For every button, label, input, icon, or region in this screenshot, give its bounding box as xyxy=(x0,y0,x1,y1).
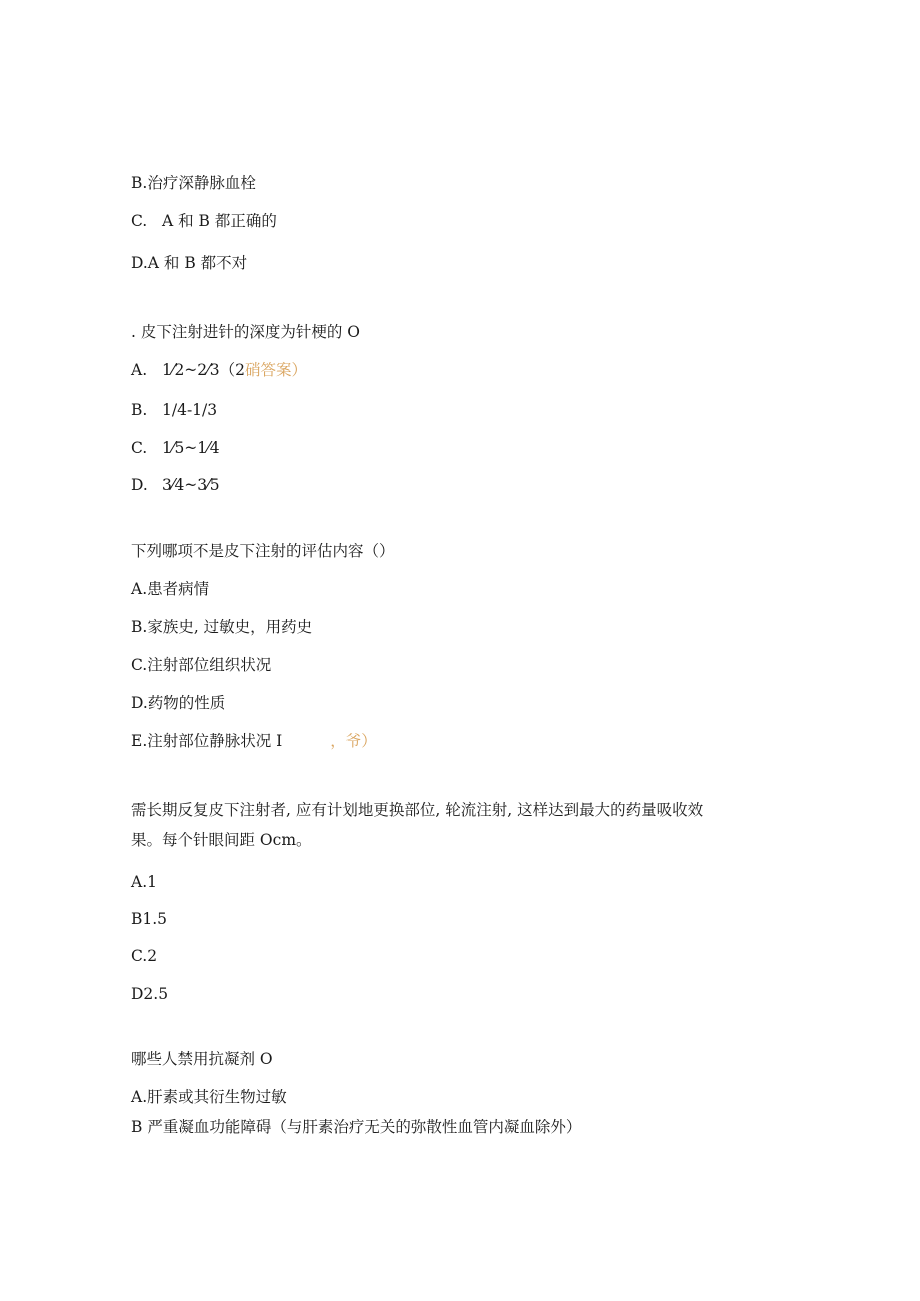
q4-option-b: B 严重凝血功能障碍（与肝素治疗无关的弥散性血管内凝血除外） xyxy=(131,1118,582,1136)
q1-option-a xyxy=(131,360,307,380)
option-text: A 和 B 都正确的 xyxy=(162,212,277,230)
q2-option-e xyxy=(131,731,377,751)
q1-option-c xyxy=(131,438,220,458)
q2-option-b: B.家族史, 过敏史，用药史 xyxy=(131,618,313,636)
q4-option-a: A.肝素或其衍生物过敏 xyxy=(131,1088,287,1106)
option-letter: B. xyxy=(131,401,148,419)
answer-hint: ，爷） xyxy=(330,732,377,750)
option-text: 1⁄5~1⁄4 xyxy=(162,439,220,457)
option-c-prev xyxy=(131,211,277,231)
option-text: E.注射部位静脉状况 I xyxy=(131,732,283,750)
question-stem-rotation-line1: 需长期反复皮下注射者, 应有计划地更换部位, 轮流注射, 这样达到最大的药量吸收效 xyxy=(131,801,704,819)
q3-option-d: D2.5 xyxy=(131,985,169,1003)
option-text: 1/4-1/3 xyxy=(162,401,218,419)
option-letter: D. xyxy=(131,476,148,494)
q1-option-d xyxy=(131,475,220,495)
option-b-prev: B.治疗深静脉血栓 xyxy=(131,174,256,192)
question-stem-assessment: 下列哪项不是皮下注射的评估内容（） xyxy=(131,542,395,560)
q2-option-d: D.药物的性质 xyxy=(131,694,226,712)
q2-option-a: A.患者病情 xyxy=(131,580,210,598)
option-letter: C. xyxy=(131,212,148,230)
option-d-prev: D.A 和 B 都不对 xyxy=(131,254,248,272)
option-letter: A. xyxy=(131,361,148,379)
q3-option-c: C.2 xyxy=(131,947,158,965)
q3-option-a: A.1 xyxy=(131,873,157,891)
option-letter: C. xyxy=(131,439,148,457)
answer-hint: 硝答案） xyxy=(244,361,307,379)
question-stem-injection-depth: . 皮下注射进针的深度为针梗的 O xyxy=(131,323,360,341)
option-text: 1⁄2~2⁄3（2 xyxy=(162,361,245,379)
q3-option-b: B1.5 xyxy=(131,910,168,928)
option-text: 3⁄4~3⁄5 xyxy=(162,476,220,494)
q2-option-c: C.注射部位组织状况 xyxy=(131,656,272,674)
question-stem-anticoagulant: 哪些人禁用抗凝剂 O xyxy=(131,1050,273,1068)
q1-option-b xyxy=(131,400,217,420)
question-stem-rotation-line2: 果。每个针眼间距 Ocm。 xyxy=(131,831,312,849)
